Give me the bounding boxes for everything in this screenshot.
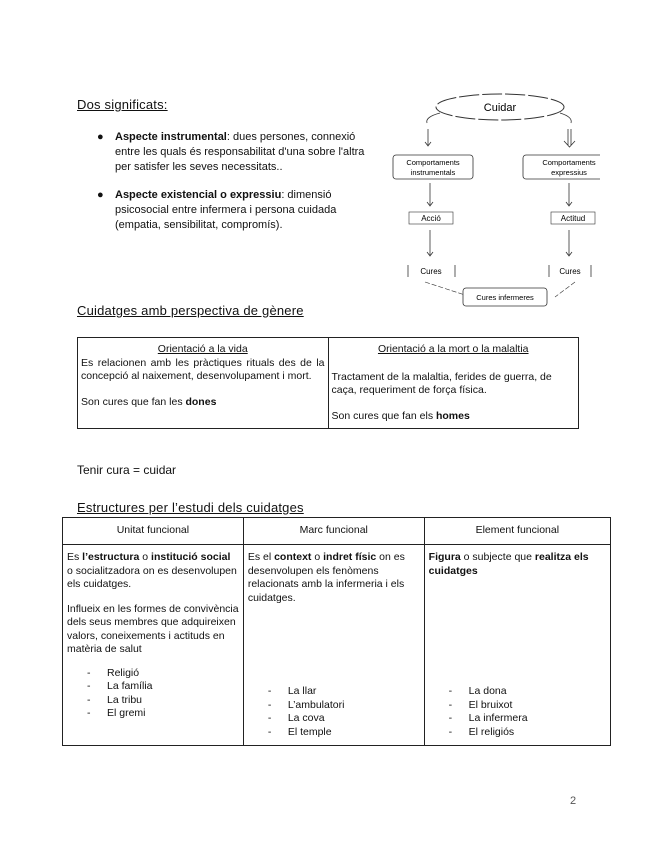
text-bold: realitza els cuidatges bbox=[428, 551, 589, 577]
text-bold: indret físic bbox=[323, 551, 377, 563]
bullet-instrumental bbox=[97, 130, 372, 175]
gender-cell-mort bbox=[328, 338, 579, 429]
arrow-down-icon bbox=[427, 230, 433, 256]
mort-text: Tractament de la malaltia, ferides de guerra, de caça, requeriment de força física. bbox=[331, 370, 552, 396]
text-run: o bbox=[139, 551, 152, 563]
vida-note bbox=[81, 396, 325, 410]
left-box-line1: Comportaments bbox=[406, 158, 460, 167]
right-cures: Cures bbox=[559, 267, 581, 276]
gender-table bbox=[77, 337, 579, 429]
list-item: - La llar bbox=[268, 685, 420, 699]
text-run: o bbox=[311, 551, 324, 563]
text-bold: Figura bbox=[428, 551, 461, 563]
structures-table bbox=[62, 517, 611, 746]
bullet-existencial bbox=[97, 188, 372, 233]
diagram-top: Cuidar bbox=[483, 102, 517, 114]
element-definition bbox=[429, 551, 606, 578]
cuidar-diagram bbox=[375, 85, 600, 315]
section-title-significats: Dos significats: bbox=[77, 97, 168, 112]
bullet-dot-icon: ● bbox=[97, 131, 104, 143]
converge-left bbox=[425, 282, 465, 295]
list-item: - El religiós bbox=[449, 726, 606, 740]
mort-note-text: Son cures que fan els bbox=[331, 409, 436, 422]
text-run: o subjecte que bbox=[460, 551, 535, 563]
bullet-bold: Aspecte instrumental bbox=[115, 131, 227, 143]
text-bold: institució social bbox=[151, 551, 231, 563]
arrow-down-icon bbox=[425, 129, 431, 146]
list-item: - La família bbox=[87, 680, 239, 694]
unitat-note: Influeix en les formes de convivència dels seus membres que adquireixen valors, coneixements i actituds en matèria de salut bbox=[67, 602, 239, 655]
unitat-definition bbox=[67, 551, 239, 592]
double-arrow-down-icon bbox=[564, 129, 575, 147]
cell-element bbox=[424, 545, 610, 746]
marc-definition bbox=[248, 551, 420, 605]
list-item: - La cova bbox=[268, 712, 420, 726]
right-action: Actitud bbox=[560, 214, 586, 223]
mort-header: Orientació a la mort o la malaltia bbox=[377, 343, 529, 355]
significats-list bbox=[97, 130, 372, 246]
marc-list bbox=[248, 685, 420, 739]
connector-left bbox=[427, 113, 440, 123]
gender-cell-vida bbox=[78, 338, 329, 429]
header-element: Element funcional bbox=[424, 518, 610, 545]
list-item: - La tribu bbox=[87, 694, 239, 708]
converge-right bbox=[555, 282, 575, 297]
right-box-line1: Comportaments bbox=[542, 158, 596, 167]
bullet-text: : dimensió psicosocial entre infermera i persona cuidada (empatia, sensibilitat, compromís). bbox=[115, 189, 337, 231]
text-bold: l’estructura bbox=[82, 551, 140, 563]
left-cures: Cures bbox=[420, 267, 442, 276]
right-box-line2: expressius bbox=[551, 168, 587, 177]
vida-note-text: Son cures que fan les bbox=[81, 395, 186, 408]
header-unitat: Unitat funcional bbox=[63, 518, 244, 545]
bullet-dot-icon: ● bbox=[97, 189, 104, 201]
list-item: - L’ambulatori bbox=[268, 699, 420, 713]
mort-note-bold: homes bbox=[435, 409, 470, 422]
text-run: Es el bbox=[247, 551, 275, 563]
bullet-bold: Aspecte existencial o expressiu bbox=[115, 189, 282, 201]
cell-unitat bbox=[63, 545, 244, 746]
text-run: o socialitzadora on es desenvolupen els cuidatges. bbox=[67, 564, 237, 590]
section-title-estructures: Estructures per l’estudi dels cuidatges bbox=[77, 500, 304, 515]
vida-note-bold: dones bbox=[185, 395, 217, 408]
text-bold: context bbox=[274, 551, 312, 563]
unitat-list bbox=[67, 667, 239, 721]
connector-right bbox=[560, 113, 571, 123]
section-title-genere: Cuidatges amb perspectiva de gènere bbox=[77, 303, 304, 318]
header-marc: Marc funcional bbox=[243, 518, 424, 545]
vida-text: Es relacionen amb les pràctiques rituals des de la concepció al naixement, desenvolupament i mort. bbox=[81, 356, 325, 382]
element-list bbox=[429, 685, 606, 739]
mort-note bbox=[332, 410, 576, 424]
equation-text: Tenir cura = cuidar bbox=[77, 463, 177, 477]
page-number: 2 bbox=[570, 795, 577, 807]
list-item: - La infermera bbox=[449, 712, 606, 726]
list-item: - Religió bbox=[87, 667, 239, 681]
vida-header: Orientació a la vida bbox=[157, 343, 248, 355]
cell-marc bbox=[243, 545, 424, 746]
text-run: on es desenvolupen els fenòmens relacionats amb la infermeria i els cuidatges. bbox=[247, 551, 405, 604]
bullet-text: : dues persones, connexió entre les quals és responsabilitat d'una sobre l'altra per satisfer les seves necessitats.. bbox=[115, 131, 365, 173]
list-item: - El temple bbox=[268, 726, 420, 740]
left-action: Acció bbox=[421, 214, 441, 223]
arrow-down-icon bbox=[566, 183, 572, 206]
list-item: - La dona bbox=[449, 685, 606, 699]
list-item: - El bruixot bbox=[449, 699, 606, 713]
list-item: - El gremi bbox=[87, 707, 239, 721]
text-run: Es bbox=[67, 551, 83, 563]
arrow-down-icon bbox=[427, 183, 433, 206]
arrow-down-icon bbox=[566, 230, 572, 256]
diagram-bottom: Cures infermeres bbox=[476, 293, 534, 302]
left-box-line2: instrumentals bbox=[410, 168, 456, 177]
